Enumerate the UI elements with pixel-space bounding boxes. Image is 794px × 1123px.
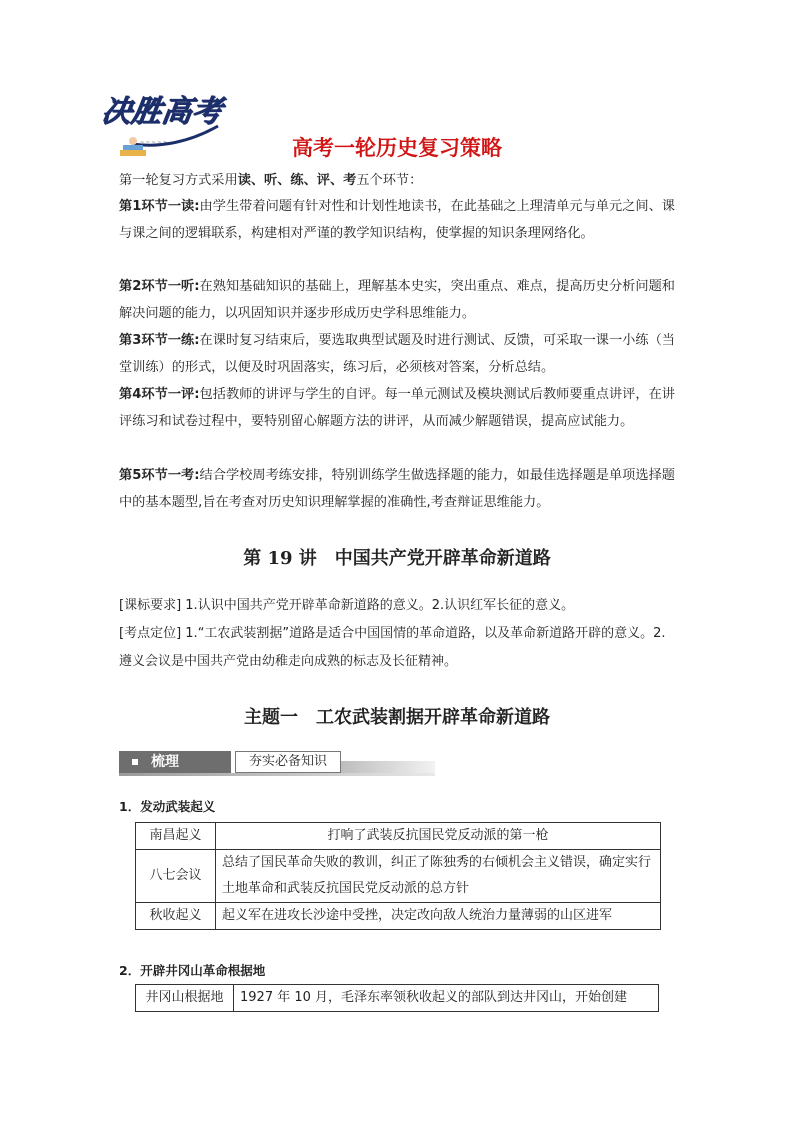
section-heading: 2．开辟井冈山革命根据地 (119, 963, 266, 978)
table-row (136, 823, 661, 850)
step-text: 在课时复习结束后，要选取典型试题及时进行测试、反馈，可采取一课一小练（当堂训练）的形式，以便及时巩固落实，练习后，必须核对答案，分析总结。 (119, 333, 675, 375)
logo-text: 决胜高考 (99, 94, 224, 129)
step-label: 第5环节一考: (119, 468, 200, 483)
step-paragraph (119, 328, 675, 381)
table-key-cell: 秋收起义 (136, 903, 216, 930)
step-paragraph (119, 274, 675, 327)
step-text: 在熟知基础知识的基础上，理解基本史实，突出重点、难点，提高历史分析问题和解决问题的能力，以巩固知识并逐步形成历史学科思维能力。 (119, 279, 675, 321)
step-paragraph (119, 382, 675, 435)
topic-title: 主题一 工农武装割据开辟革命新道路 (244, 707, 550, 728)
document-title (0, 132, 794, 162)
table-key-cell: 井冈山根据地 (136, 985, 234, 1012)
table-row (136, 985, 659, 1012)
intro-prefix: 第一轮复习方式采用 (119, 173, 238, 188)
table-value-cell: 1927 年 10 月，毛泽东率领秋收起义的部队到达井冈山，开始创建 (234, 985, 659, 1012)
intro-suffix: 五个环节： (356, 173, 423, 188)
curriculum-requirements (119, 592, 675, 620)
table-row (136, 850, 661, 903)
table-value-cell: 总结了国民革命失败的教训，纠正了陈独秀的右倾机会主义错误，确定实行土地革命和武装反抗国民党反动派的总方针 (216, 850, 661, 903)
step-label: 第4环节一评: (119, 387, 200, 402)
exam-points (119, 620, 675, 676)
section-banner (119, 751, 435, 777)
step-text: 包括教师的讲评与学生的自评。每一单元测试及模块测试后教师要重点讲评，在讲评练习和试卷过程中，要特别留心解题方法的讲评，从而减少解题错误，提高应试能力。 (119, 387, 675, 429)
base-area-table (135, 984, 659, 1012)
step-text: 结合学校周考练安排，特别训练学生做选择题的能力，如最佳选择题是单项选择题中的基本题型,旨在考查对历史知识理解掌握的准确性,考查辩证思维能力。 (119, 468, 675, 510)
uprising-table (135, 822, 661, 930)
exam-points-text: 1.“工农武装割据”道路是适合中国国情的革命道路，以及革命新道路开辟的意义。2.遵义会议是中国共产党由幼稚走向成熟的标志及长征精神。 (119, 626, 666, 669)
step-paragraph (119, 463, 675, 516)
intro-paragraph (119, 168, 675, 195)
banner-dark-tab (119, 751, 231, 773)
square-bullet-icon (132, 759, 138, 765)
requirements-text: 1.认识中国共产党开辟革命新道路的意义。2.认识红军长征的意义。 (181, 598, 575, 613)
table-row (136, 903, 661, 930)
banner-underline (119, 773, 435, 776)
step-label: 第2环节一听: (119, 279, 200, 294)
step-text: 由学生带着问题有针对性和计划性地读书，在此基础之上理清单元与单元之间、课与课之间的逻辑联系，构建相对严谨的教学知识结构，使掌握的知识条理网络化。 (119, 199, 675, 241)
table-value-cell: 起义军在进攻长沙途中受挫，决定改向敌人统治力量薄弱的山区进军 (216, 903, 661, 930)
intro-bold: 读、听、练、评、考 (237, 173, 357, 188)
exam-points-label: [考点定位] (119, 626, 182, 641)
section-heading: 1．发动武装起义 (119, 799, 216, 814)
step-label: 第3环节一练: (119, 333, 200, 348)
table-value-cell: 打响了武装反抗国民党反动派的第一枪 (216, 823, 661, 850)
document-title-text: 高考一轮历史复习策略 (292, 136, 502, 160)
table-key-cell: 八七会议 (136, 850, 216, 903)
banner-fade (341, 761, 435, 773)
table-key-cell: 南昌起义 (136, 823, 216, 850)
logo-subtext: ~ ~ ~ ~ ~ (140, 140, 168, 146)
banner-dark-label: 梳理 (151, 754, 179, 770)
banner-light-tab: 夯实必备知识 (235, 751, 341, 773)
step-label: 第1环节一读: (119, 199, 200, 214)
requirements-label: [课标要求] (119, 598, 182, 613)
step-paragraph (119, 194, 675, 247)
lecture-title: 第 19 讲 中国共产党开辟革命新道路 (243, 548, 551, 569)
